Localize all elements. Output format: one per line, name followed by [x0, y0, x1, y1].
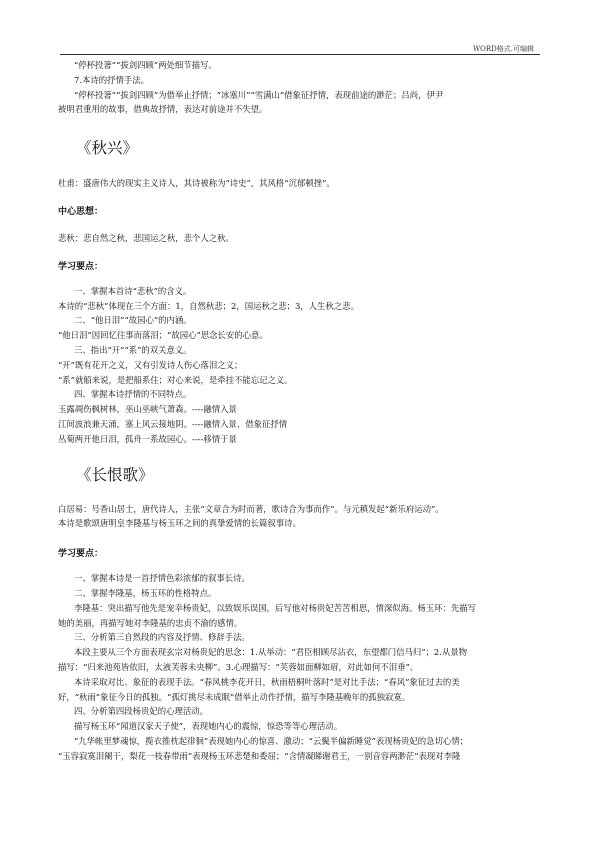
qiuxing-points-list — [58, 284, 546, 447]
changhen-point: 一、掌握本诗是一首抒情色彩浓郁的叙事长诗。 — [74, 573, 250, 584]
qiuxing-point: 丛菊两开他日泪，孤舟一系故园心。----移情于景 — [58, 433, 237, 444]
qiuxing-point: 本诗的“悲秋”体现在三个方面：1，自然秋悲；2，国运秋之悲；3，人生秋之悲。 — [58, 300, 359, 311]
qiuxing-point: 二、“他日泪”“故园心”的内涵。 — [74, 315, 192, 326]
qiuxing-point: 玉露凋伤枫树林，巫山巫峡气萧森。----融情入景 — [58, 404, 237, 415]
changhen-author: 白居易：号香山居士，唐代诗人，主张“文章合为时而著，歌诗合为事而作”。与元稹发起“新乐府运动”。 — [58, 503, 444, 514]
intro-line-1: “停杯投箸”“拔剑四顾”两处细节描写。 — [74, 60, 217, 70]
qiuxing-point: 一、掌握本首诗“悲秋”的含义。 — [74, 285, 192, 296]
qiuxing-point: “他日泪”因回忆往事而落泪；“故园心”思念长安的心意。 — [58, 330, 268, 341]
document-body — [58, 58, 546, 764]
changhen-title: 《长恨歌》 — [76, 465, 154, 484]
changhen-point: 三、分析第三自然段的内容及抒情、修辞手法。 — [74, 632, 250, 643]
header-divider — [60, 54, 540, 55]
intro-line-4: 被明君重用的故事，借典故抒情，表达对前途并不失望。 — [58, 104, 268, 115]
changhen-point: 二、掌握李隆基，杨玉环的性格特点。 — [74, 587, 217, 598]
changhen-point: 好，“秋雨”象征今日的孤独。“孤灯挑尽未成眠”借举止动作抒情，描写李隆基晚年的孤独寂寞。 — [58, 691, 411, 702]
intro-line-3: “停杯投箸”“拔剑四顾”为借举止抒情；“冰塞川”“雪满山”借象征抒情，表现前途的渺茫；吕尚，伊尹 — [74, 89, 444, 100]
changhen-points-heading: 学习要点： — [58, 549, 104, 560]
qiuxing-point: 四、掌握本诗抒情的不同特点。 — [74, 389, 192, 400]
changhen-points-list — [58, 571, 546, 763]
changhen-point: 描写：“归来池苑皆依旧，太液芙蓉未央柳”。3.心理描写：“芙蓉如面柳如眉，对此如何不泪垂”。 — [58, 661, 419, 672]
qiuxing-theme: 悲秋：悲自然之秋，悲国运之秋，悲个人之秋。 — [58, 232, 234, 243]
qiuxing-point: “系”就船来说，是把船系住；对心来说，是牵挂不能忘记之义。 — [58, 374, 293, 385]
changhen-point: 四、分析第四段杨贵妃的心理活动。 — [74, 706, 208, 717]
intro-line-2: 7.本诗的抒情手法。 — [74, 74, 149, 85]
changhen-point: “九华帐里梦魂惊，揽衣推枕起徘徊”表现她内心的惊喜、激动；“云鬓半偏新睡觉”表现杨贵妃的急切心情； — [74, 735, 468, 746]
qiuxing-points-heading: 学习要点： — [58, 261, 104, 272]
changhen-point: 她的美丽，再描写她对李隆基的忠贞不渝的感情。 — [58, 617, 243, 628]
qiuxing-point: 三、指出“开”“系”的双关意义。 — [74, 344, 192, 355]
page-header-label: WORD格式.可编辑 — [472, 45, 534, 53]
qiuxing-point: “开”既有花开之义，又有引发诗人伤心落泪之义； — [58, 359, 243, 370]
changhen-point: 本诗采取对比、象征的表现手法。“春风桃李花开日，秋雨梧桐叶落时”是对比手法；“春风”象征过去的美 — [74, 676, 460, 687]
changhen-point: 描写杨玉环“闻道汉家天子使”，表现她内心的震惊，惊恐等等心理活动。 — [74, 721, 343, 732]
changhen-point: 李隆基：突出描写他先是宠幸杨贵妃，以致娱乐误国，后写他对杨贵妃苦苦相思，情深似海。杨玉环：先描写 — [74, 602, 476, 613]
qiuxing-point: 江间波浪兼天涌，塞上风云接地阴。----融情入景、借象征抒情 — [58, 418, 288, 429]
qiuxing-author: 杜甫：盛唐伟大的现实主义诗人，其诗被称为“诗史”，其风格“沉郁顿挫”。 — [58, 178, 335, 189]
changhen-summary: 本诗是歌颂唐明皇李隆基与杨玉环之间的真挚爱情的长篇叙事诗。 — [58, 518, 301, 529]
changhen-point: “玉容寂寞泪阑干，梨花一枝春带雨”表现杨玉环悲楚和委屈；“含情凝睇谢君王，一别音容两渺茫”表现对李隆 — [58, 750, 461, 761]
qiuxing-theme-heading: 中心思想： — [58, 206, 104, 217]
qiuxing-title: 《秋兴》 — [76, 139, 139, 158]
changhen-point: 本段主要从三个方面表现玄宗对杨贵妃的思念：1.从举动：“君臣相顾尽沾衣，东望都门信马归”；2.从景物 — [74, 647, 468, 658]
